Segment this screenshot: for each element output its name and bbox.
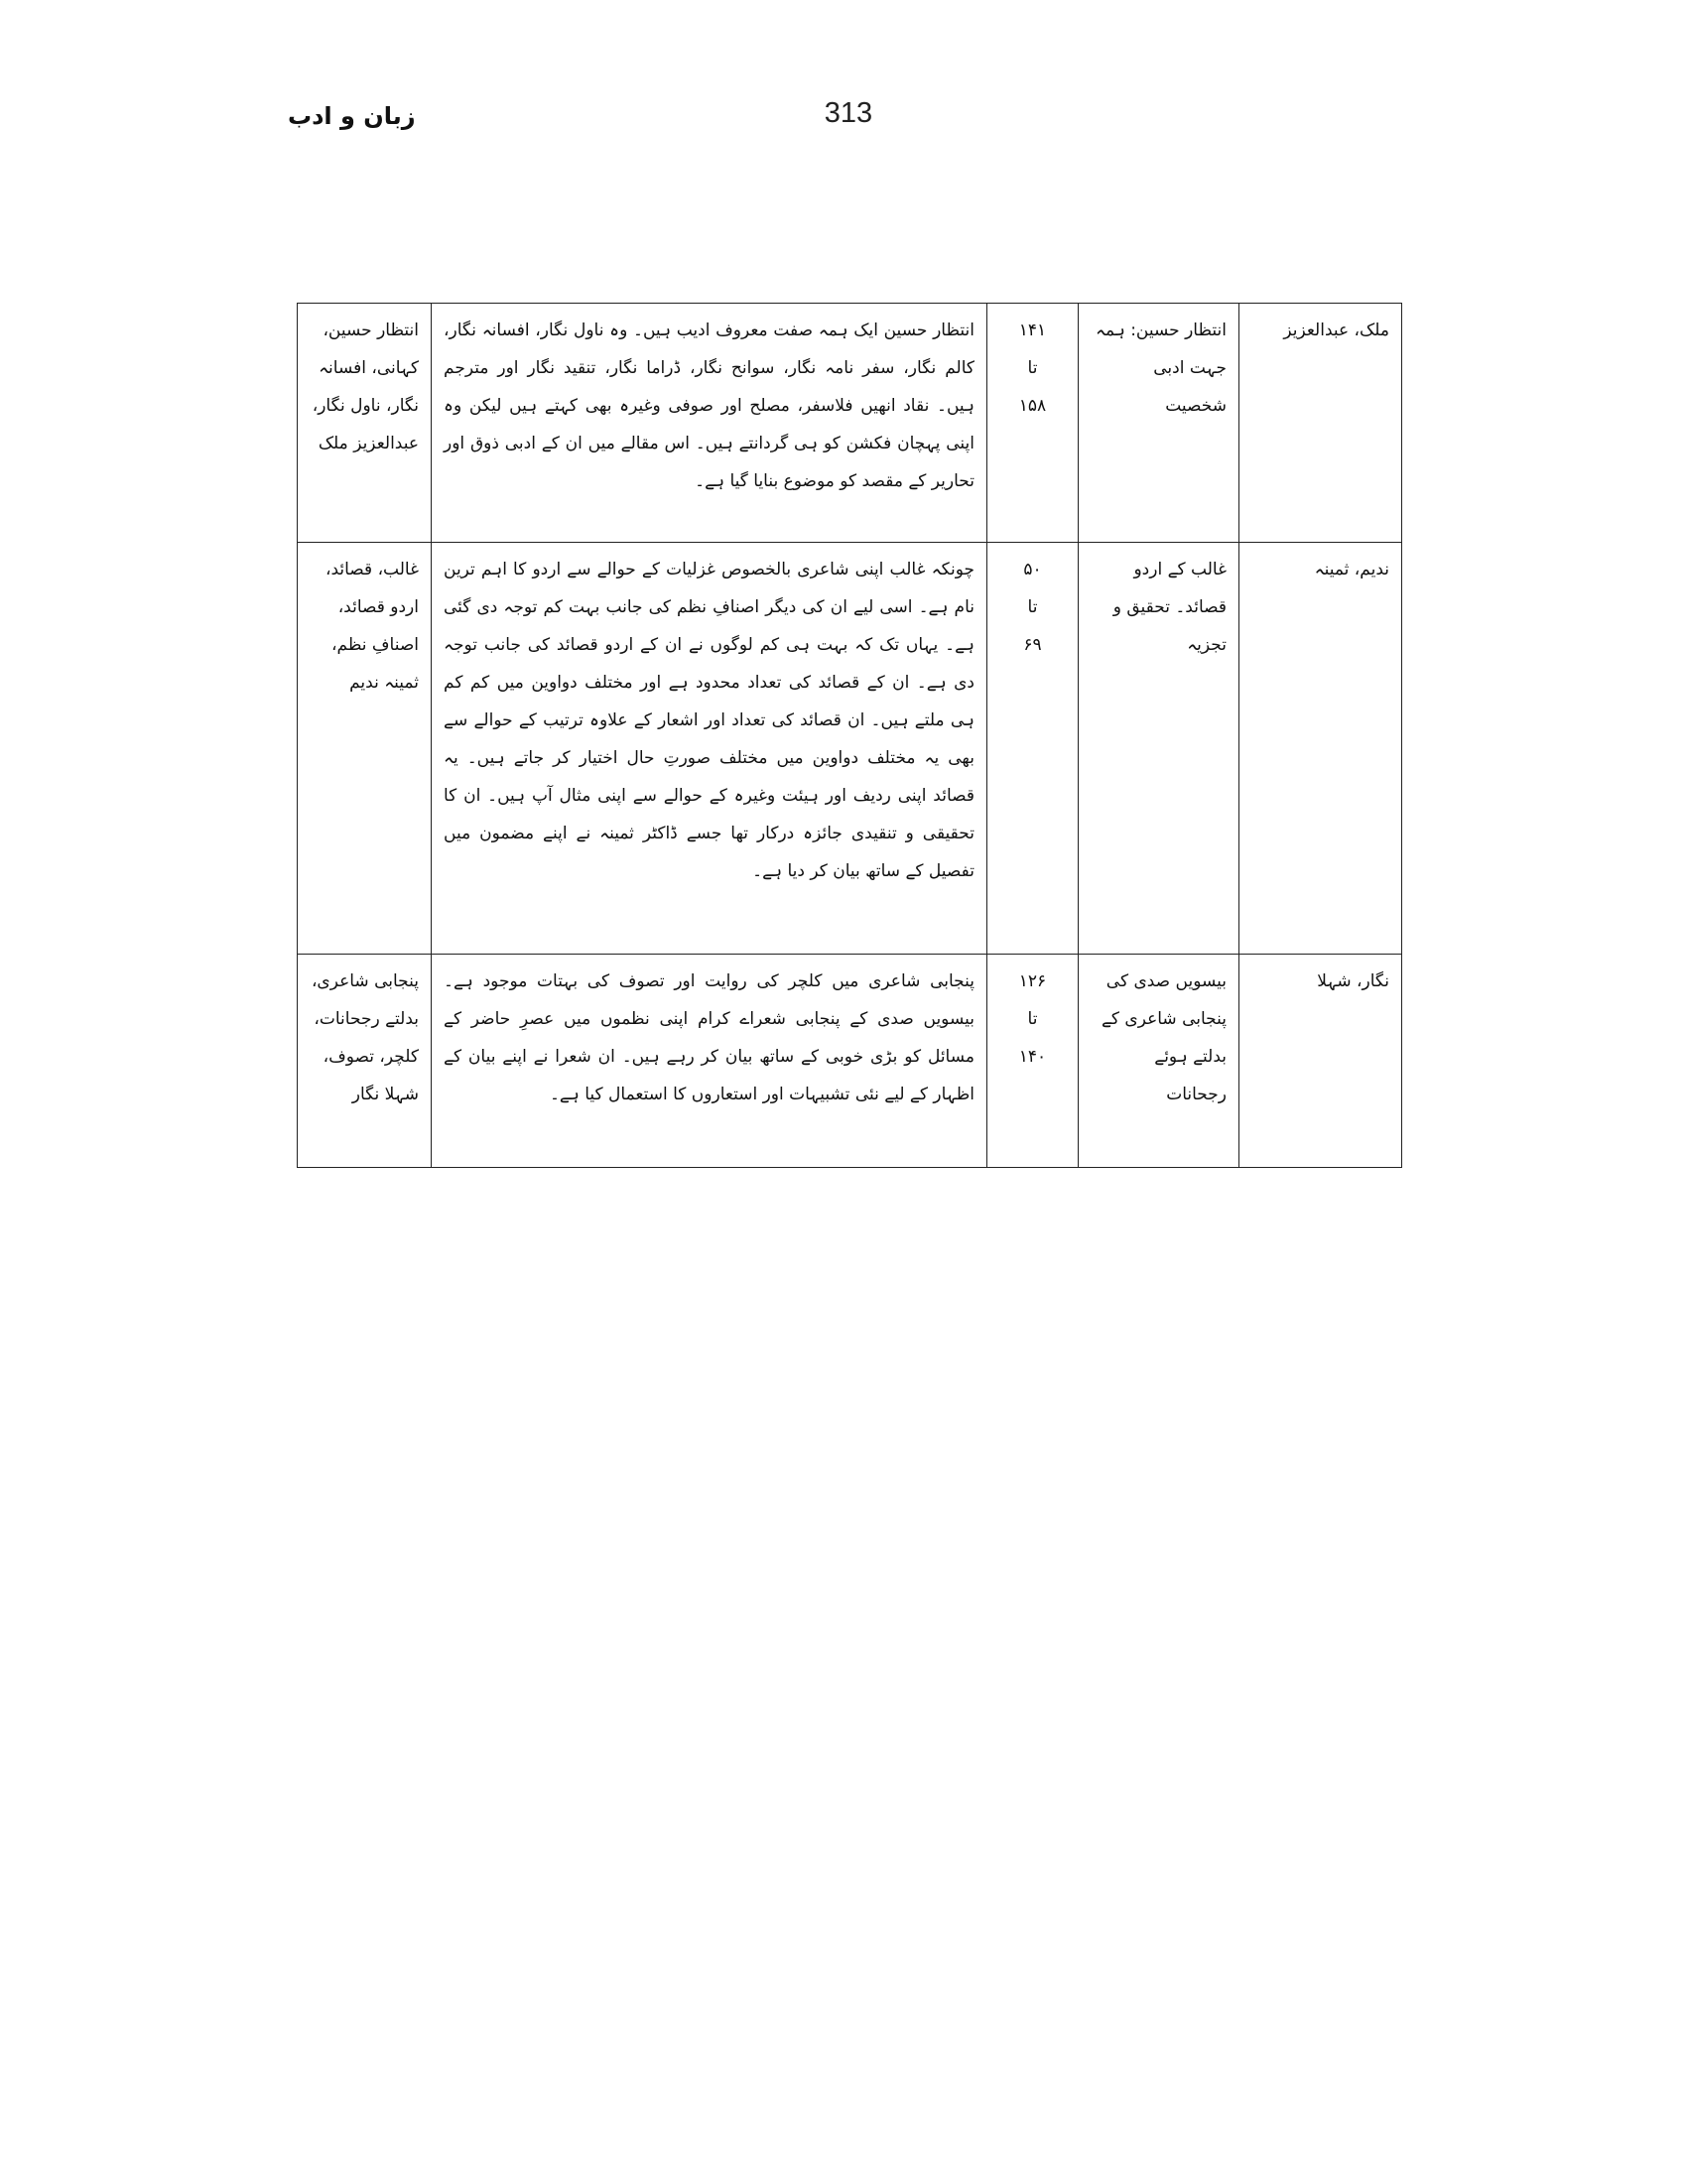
- abstract-cell: پنجابی شاعری میں کلچر کی روایت اور تصوف کی بہتات موجود ہے۔ بیسویں صدی کے پنجابی شعراے کرام اپنی نظموں میں عصرِ حاضر کے مسائل کو بڑی خوبی کے ساتھ بیان کر رہے ہیں۔ ان شعرا نے اپنے بیان کے اظہار کے لیے نئی تشبیہات اور استعاروں کا استعمال کیا ہے۔: [432, 955, 987, 1168]
- keywords-cell: انتظار حسین، کہانی، افسانہ نگار، ناول نگار، عبدالعزیز ملک: [298, 304, 432, 543]
- abstract-cell: انتظار حسین ایک ہمہ صفت معروف ادیب ہیں۔ وہ ناول نگار، افسانہ نگار، کالم نگار، سفر نامہ نگار، سوانح نگار، ڈراما نگار، تنقید نگار اور مترجم ہیں۔ نقاد انھیں فلاسفر، مصلح اور صوفی وغیرہ بھی کہتے ہیں لیکن وہ اپنی پہچان فکشن کو ہی گردانتے ہیں۔ اس مقالے میں ان کے ادبی ذوق اور تحاریر کے مقصد کو موضوع بنایا گیا ہے۔: [432, 304, 987, 543]
- page-separator: تا: [1027, 1009, 1038, 1029]
- page-from: ۵۰: [1023, 560, 1042, 579]
- title-cell: غالب کے اردو قصائد۔ تحقیق و تجزیہ: [1079, 543, 1239, 955]
- author-cell: ملک، عبدالعزیز: [1239, 304, 1402, 543]
- journal-title: زبان و ادب: [288, 102, 416, 130]
- page-to: ۱۴۰: [1018, 1047, 1047, 1067]
- abstract-cell: چونکہ غالب اپنی شاعری بالخصوص غزلیات کے حوالے سے اردو کا اہم ترین نام ہے۔ اسی لیے ان کی دیگر اصنافِ نظم کی جانب بہت کم توجہ دی گئی ہے۔ یہاں تک کہ بہت ہی کم لوگوں نے ان کے اردو قصائد کی جانب توجہ دی ہے۔ ان کے قصائد کی تعداد محدود ہے اور مختلف دواوین میں کم کم ہی ملتے ہیں۔ ان قصائد کی تعداد اور اشعار کے علاوہ ترتیب کے حوالے سے بھی یہ مختلف دواوین میں مختلف صورتِ حال اختیار کر جاتے ہیں۔ یہ قصائد اپنی ردیف اور ہیئت وغیرہ کے حوالے سے اپنی مثال آپ ہیں۔ ان کا تحقیقی و تنقیدی جائزہ درکار تھا جسے ڈاکٹر ثمینہ نے اپنے مضمون میں تفصیل کے ساتھ بیان کر دیا ہے۔: [432, 543, 987, 955]
- page-to: ۱۵۸: [1018, 396, 1047, 416]
- keywords-cell: غالب، قصائد، اردو قصائد، اصنافِ نظم، ثمینہ ندیم: [298, 543, 432, 955]
- page-separator: تا: [1027, 358, 1038, 378]
- keywords-cell: پنجابی شاعری، بدلتے رجحانات، کلچر، تصوف، شہلا نگار: [298, 955, 432, 1168]
- table-row: [298, 955, 1402, 1168]
- table-row: [298, 543, 1402, 955]
- title-cell: بیسویں صدی کی پنجابی شاعری کے بدلتے ہوئے رجحانات: [1079, 955, 1239, 1168]
- page-from: ۱۴۱: [1018, 321, 1047, 340]
- pages-cell: [987, 543, 1079, 955]
- page-number: 313: [824, 97, 873, 129]
- author-cell: نگار، شہلا: [1239, 955, 1402, 1168]
- pages-cell: [987, 304, 1079, 543]
- page-to: ۶۹: [1023, 635, 1042, 655]
- article-index-table: [297, 303, 1402, 1168]
- table-row: [298, 304, 1402, 543]
- pages-cell: [987, 955, 1079, 1168]
- page-separator: تا: [1027, 597, 1038, 617]
- page-from: ۱۲۶: [1018, 971, 1047, 991]
- author-cell: ندیم، ثمینہ: [1239, 543, 1402, 955]
- title-cell: انتظار حسین: ہمہ جہت ادبی شخصیت: [1079, 304, 1239, 543]
